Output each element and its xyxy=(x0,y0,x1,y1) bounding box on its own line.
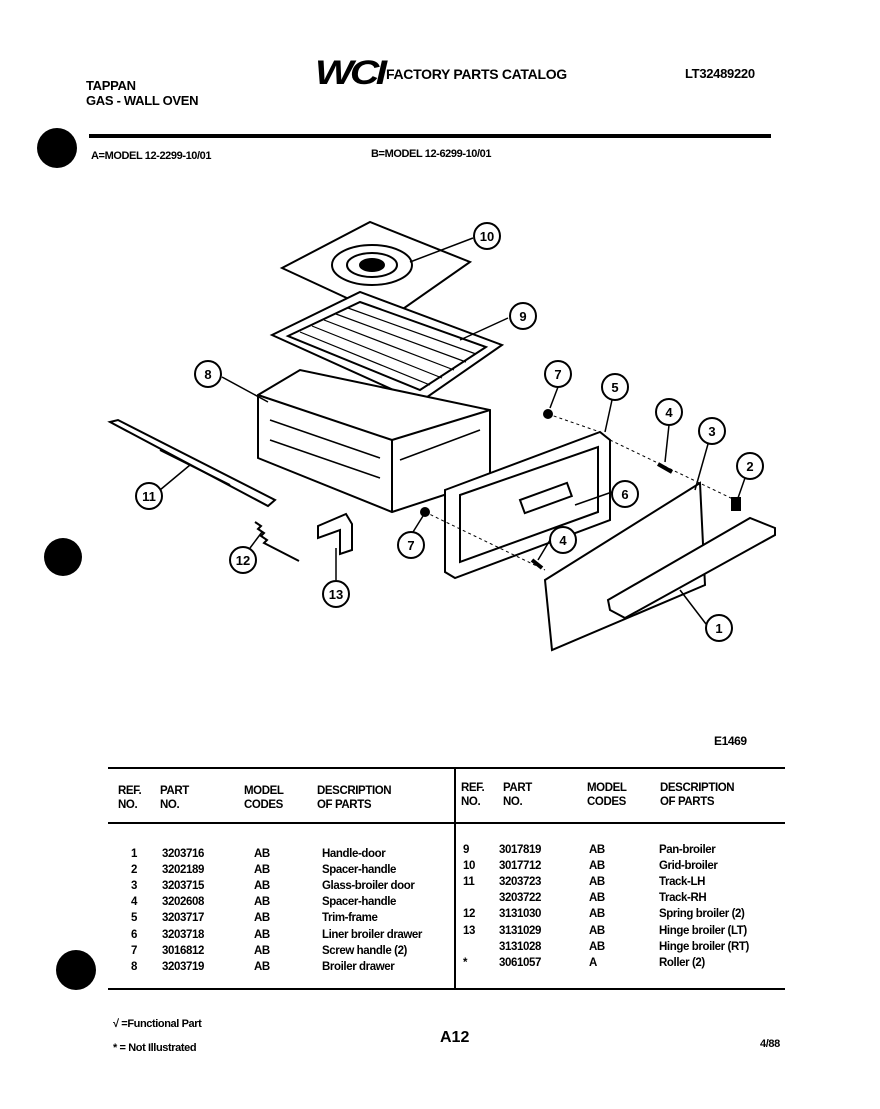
figure-id: E1469 xyxy=(714,734,747,748)
cell-desc: Spacer-handle xyxy=(322,864,397,877)
col-part: NO. xyxy=(160,799,180,811)
cell-ref: 5 xyxy=(131,912,137,925)
cell-ref: 6 xyxy=(131,928,137,941)
table-top-rule xyxy=(108,767,785,769)
cell-model: AB xyxy=(254,880,270,893)
cell-ref: 1 xyxy=(131,848,137,860)
model-a: A=MODEL 12-2299-10/01 xyxy=(91,150,212,162)
cell-part: 3202608 xyxy=(162,896,204,909)
cell-part: 3131029 xyxy=(499,924,541,937)
cell-part: 3131028 xyxy=(499,940,541,953)
callout-label: 2 xyxy=(746,459,754,474)
cell-model: AB xyxy=(254,864,270,877)
col-desc: DESCRIPTION xyxy=(660,782,735,794)
table-bottom-rule xyxy=(108,988,785,990)
cell-ref: 8 xyxy=(131,960,137,973)
cell-part: 3203723 xyxy=(499,876,541,889)
cell-part: 3203716 xyxy=(162,848,204,860)
not-illustrated-note: * = Not Illustrated xyxy=(113,1042,197,1054)
col-model: MODEL xyxy=(587,782,627,794)
callout-label: 4 xyxy=(665,405,673,420)
cell-desc: Glass-broiler door xyxy=(322,880,415,893)
cell-model: A xyxy=(589,956,597,969)
cell-model: AB xyxy=(254,848,270,860)
cell-model: AB xyxy=(589,924,605,937)
model-b: B=MODEL 12-6299-10/01 xyxy=(371,148,492,160)
col-part: NO. xyxy=(503,796,523,808)
callout-label: 13 xyxy=(328,587,344,602)
col-ref: REF. xyxy=(461,782,485,794)
col-model: CODES xyxy=(587,796,626,808)
product-type: GAS - WALL OVEN xyxy=(86,93,199,108)
callout-label: 5 xyxy=(611,380,619,395)
cell-desc: Broiler drawer xyxy=(322,960,395,973)
cell-model: AB xyxy=(254,960,270,973)
brand-name: TAPPAN xyxy=(86,78,136,93)
col-ref: REF. xyxy=(118,785,142,797)
cell-model: AB xyxy=(589,860,605,873)
cell-ref: * xyxy=(463,956,468,969)
callout-label: 1 xyxy=(715,621,723,636)
cell-ref: 11 xyxy=(463,876,475,889)
cell-model: AB xyxy=(589,892,605,905)
col-desc: OF PARTS xyxy=(660,796,715,808)
cell-ref: 12 xyxy=(463,908,475,921)
col-model: CODES xyxy=(244,799,283,811)
cell-part: 3203719 xyxy=(162,960,204,973)
col-model: MODEL xyxy=(244,785,284,797)
callout-label: 4 xyxy=(559,533,567,548)
cell-ref: 2 xyxy=(131,864,137,877)
col-ref: NO. xyxy=(118,799,138,811)
callout-label: 9 xyxy=(519,309,527,324)
cell-desc: Track-LH xyxy=(659,876,706,889)
cell-model: AB xyxy=(589,844,605,856)
table-header-rule xyxy=(108,822,785,824)
cell-part: 3203718 xyxy=(162,928,204,941)
cell-part: 3203722 xyxy=(499,892,541,905)
cell-ref: 10 xyxy=(463,860,475,873)
binder-hole xyxy=(56,950,96,990)
cell-part: 3017712 xyxy=(499,860,541,873)
page-number: A12 xyxy=(440,1029,470,1046)
cell-desc: Track-RH xyxy=(659,892,707,905)
cell-model: AB xyxy=(254,912,270,925)
track-lh xyxy=(110,420,275,506)
callout-label: 11 xyxy=(142,489,156,504)
cell-ref: 4 xyxy=(131,896,137,909)
cell-desc: Spring broiler (2) xyxy=(659,908,745,921)
callout-label: 12 xyxy=(235,553,251,568)
catalog-number: LT32489220 xyxy=(685,66,755,81)
cell-ref: 3 xyxy=(131,880,137,893)
cell-desc: Hinge broiler (LT) xyxy=(659,924,747,937)
col-ref: NO. xyxy=(461,796,481,808)
cell-desc: Pan-broiler xyxy=(659,844,716,856)
revision-date: 4/88 xyxy=(760,1038,780,1050)
cell-desc: Handle-door xyxy=(322,848,386,860)
cell-part: 3017819 xyxy=(499,844,541,856)
table-divider xyxy=(454,768,456,990)
callout-label: 3 xyxy=(708,424,716,439)
cell-part: 3202189 xyxy=(162,864,204,877)
cell-ref: 13 xyxy=(463,924,475,937)
cell-model: AB xyxy=(589,908,605,921)
callout-label: 7 xyxy=(554,367,562,382)
cell-part: 3061057 xyxy=(499,956,541,969)
cell-desc: Hinge broiler (RT) xyxy=(659,940,749,953)
cell-desc: Liner broiler drawer xyxy=(322,928,423,941)
spacer-handle xyxy=(658,464,672,472)
cell-part: 3131030 xyxy=(499,908,541,921)
cell-part: 3203715 xyxy=(162,880,204,893)
callout-label: 8 xyxy=(204,367,212,382)
cell-model: AB xyxy=(254,896,270,909)
cell-part: 3203717 xyxy=(162,912,204,925)
col-part: PART xyxy=(503,782,532,794)
catalog-title: FACTORY PARTS CATALOG xyxy=(386,66,567,82)
cell-desc: Grid-broiler xyxy=(659,860,718,873)
callout-label: 6 xyxy=(621,487,629,502)
hinge-broiler xyxy=(318,514,352,554)
cell-model: AB xyxy=(254,928,270,941)
cell-model: AB xyxy=(589,940,605,953)
cell-desc: Spacer-handle xyxy=(322,896,397,909)
callout-label: 10 xyxy=(479,229,495,244)
spring-broiler xyxy=(255,522,299,561)
cell-part: 3016812 xyxy=(162,944,204,957)
cell-ref: 9 xyxy=(463,844,469,856)
cell-model: AB xyxy=(589,876,605,889)
col-desc: DESCRIPTION xyxy=(317,785,392,797)
cell-model: AB xyxy=(254,944,270,957)
cell-desc: Trim-frame xyxy=(322,912,378,925)
col-desc: OF PARTS xyxy=(317,799,372,811)
spacer-handle xyxy=(732,498,740,510)
cell-desc: Screw handle (2) xyxy=(322,944,407,957)
col-part: PART xyxy=(160,785,189,797)
functional-part-note: √ =Functional Part xyxy=(113,1018,202,1030)
wci-logo: WCI xyxy=(315,54,384,92)
cell-ref: 7 xyxy=(131,944,137,957)
screw-handle xyxy=(421,508,429,516)
callout-label: 7 xyxy=(407,538,415,553)
cell-desc: Roller (2) xyxy=(659,956,705,969)
